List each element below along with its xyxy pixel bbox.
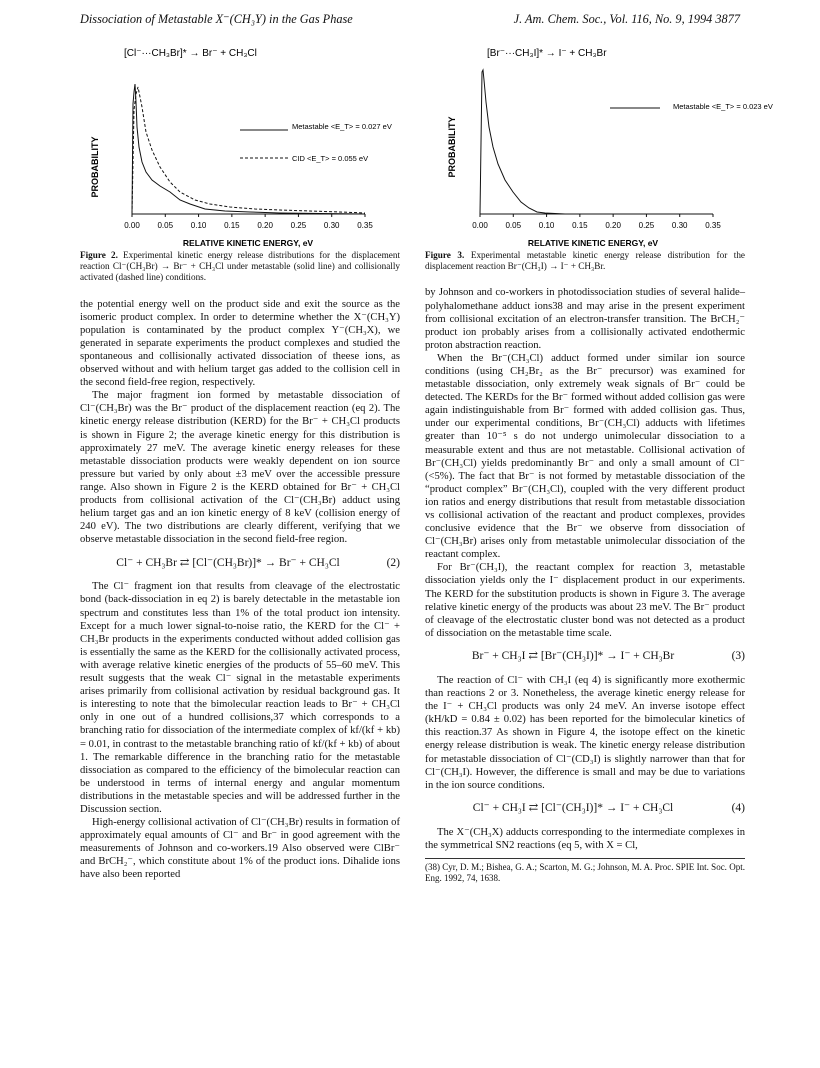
- fig2-tick-label: 0.00: [124, 221, 140, 230]
- fig2-reaction: [Cl⁻···CH₃Br]* → Br⁻ + CH₃Cl: [124, 48, 257, 59]
- fig2-caption: Experimental kinetic energy release distributions for the displacement reaction Cl⁻(CH₃Br) → Br⁻ + CH₃Cl under metastable (solid line) and collisionally activated (dashed line) conditions.: [80, 250, 401, 283]
- fig3-metastable-curve: [480, 70, 713, 214]
- fig2-tick-label: 0.30: [323, 221, 340, 230]
- left-paragraph-1: the potential energy well on the product side and exit the source as the isomeric product complex. In order to determine whether the X⁻(CH₃Y) population is contaminated by the product complex Y⁻(CH₃X), we generated in separate experiments the product complexes and studied the spontaneous and collisionally activated dissociation of theese ions, as observed without and with helium target gas added to the collision cell in the second field-free region, respectively.: [80, 298, 400, 389]
- fig3-tick-label: 0.05: [505, 221, 522, 230]
- equation-4-body: Cl⁻ + CH₃I ⇄ [Cl⁻(CH₃I)]* → I⁻ + CH₃Cl: [472, 802, 674, 815]
- right-paragraph-3: For Br⁻(CH₃I), the reactant complex for reaction 3, metastable dissociation yields only the I⁻ displacement product in our experiments. The KERD for the substitution products is shown in Figure 3. The average relative kinetic energy of the products was about 23 meV. The Br⁻ product of cleavage of the electrostatic cluster bond was not detected as a product of dissociation on the metastable time scale.: [425, 562, 745, 639]
- right-column: [425, 32, 773, 884]
- fig2-tick-label: 0.05: [157, 221, 174, 230]
- equation-3-body: Br⁻ + CH₃I ⇄ [Br⁻(CH₃I)]* → I⁻ + CH₃Br: [471, 650, 675, 663]
- fig2-tick-label: 0.20: [257, 221, 273, 230]
- fig3-tick-label: 0.30: [671, 221, 688, 230]
- equation-3: [425, 640, 745, 674]
- fig2-tick-label: 0.35: [357, 221, 373, 230]
- equation-3-number: (3): [731, 650, 745, 663]
- fig2-ylabel: PROBABILITY: [90, 136, 100, 198]
- fig3-reaction: [Br⁻···CH₃I]* → I⁻ + CH₃Br: [487, 48, 607, 59]
- running-header-journal: J. Am. Chem. Soc., Vol. 116, No. 9, 1994 3877: [513, 12, 740, 26]
- fig2-caption-label: Figure 2.: [80, 250, 118, 260]
- left-paragraph-3: The Cl⁻ fragment ion that results from cleavage of the electrostatic bond (back-dissociation in eq 2) is barely detectable in the metastable ion spectrum and constitutes less than 1% of the total product ion intensity. Except for a much lower signal-to-noise ratio, the KERD for the Cl⁻ + CH₃Br products in the experiments conducted without added collision gas is essentially the same as the KERD for the collisionally activated process, with average relative kinetic energies of the products of 55–60 meV. This result suggests that the weak Cl⁻ signal in the metastable experiments arises primarily from collisional activation by residual background gas. It is interesting to note that the bimolecular reaction leads to Br⁻ + CH₃Cl only in one out of a hundred collisions,37 which corresponds to a branching ratio for dissociation of the intermediate complex of kf/(kf + kb) = 0.01, in contrast to the metastable branching ratio of kf/(kf + kb) of about 1. The remarkable difference in the branching ratio for the metastable dissociation as compared to the efficiency of the bimolecular reaction can be understood in terms of internal energy and angular momentum distributions in the metastable species and will be addressed further in the Discussion section.: [80, 581, 400, 815]
- figure-3: [425, 32, 773, 272]
- fig3-tick-label: 0.20: [605, 221, 621, 230]
- right-paragraph-4: The reaction of Cl⁻ with CH₃I (eq 4) is significantly more exothermic than reactions 2 or 3. Nonetheless, the average kinetic energy release for the I⁻ + CH₃Cl products was only 24 meV. An inverse isotope effect (kH/kD = 0.84 ± 0.02) has been reported for the bimolecular kinetics of this reaction.37 As shown in Figure 4, the isotope effect on the kinetic energy release distribution is weak. The kinetic energy release distribution for metastable dissociation of Cl⁻(CD₃I) is slightly narrower than that for Cl⁻(CH₃I). However, the difference is small and may be due to variations in the ion source conditions.: [425, 674, 745, 791]
- left-column: [80, 32, 400, 882]
- fig2-tick-label: 0.15: [224, 221, 240, 230]
- fig2-tick-label: 0.25: [290, 221, 307, 230]
- figure-2-plot: [80, 32, 400, 250]
- right-paragraph-1: by Johnson and co-workers in photodissociation studies of several halide–polyhalomethane adduct ions38 and may arise in the present experiment from collisional excitation of an electron-transfer transition. The BrCH₂⁻ product ion probably arises from a collisionally activated endothermic proton abstraction reaction.: [425, 287, 745, 351]
- fig3-legend-metastable: Metastable <E_T> = 0.023 eV: [673, 102, 773, 111]
- fig2-metastable-curve: [132, 84, 365, 214]
- fig3-tick-label: 0.10: [538, 221, 555, 230]
- right-paragraph-5: The X⁻(CH₃X) adducts corresponding to the intermediate complexes in the symmetrical SN2 reactions (eq 5, with X = Cl,: [425, 826, 745, 851]
- fig2-legend-cid: CID <E_T> = 0.055 eV: [292, 154, 369, 163]
- figure-2: [80, 32, 400, 284]
- equation-2-number: (2): [386, 556, 400, 569]
- equation-2: [80, 546, 400, 580]
- equation-2-body: Cl⁻ + CH₃Br ⇄ [Cl⁻(CH₃Br)]* → Br⁻ + CH₃Cl: [116, 556, 340, 569]
- right-paragraph-2: When the Br⁻(CH₃Cl) adduct formed under similar ion source conditions (using CH₂Br₂ as the Br⁻ precursor) was examined for metastable dissociation, only extremely weak signals of Br⁻ could be detected. The KERDs for the Br⁻ formed without added collision gas were again indistinguishable from Br⁻ formed with added collision gas. Thus, under our experimental conditions, Br⁻(CH₃Cl) adducts with lifetimes greater than 10⁻⁵ s do not undergo unimolecular dissociation to a measurable extent and thus are not metastable. Collisional activation of Br⁻(CH₃Cl) yields predominantly Br⁻ and only a small amount of Cl⁻ (<5%). The fact that Br⁻ is not formed by metastable dissociation of the “product complex” Br⁻(CH₃Cl), coupled with the very different product ion ratios and energy distributions that result from metastable dissociation vs collisional activation of the reactant and product complexes, provides conclusive evidence that the Br⁻ we observe from dissociation of Cl⁻(CH₃Br) arises only from metastable unimolecular dissociation of the reactant complex.: [425, 352, 745, 561]
- fig2-legend-metastable: Metastable <E_T> = 0.027 eV: [292, 122, 392, 131]
- left-paragraph-2: The major fragment ion formed by metastable dissociation of Cl⁻(CH₃Br) was the Br⁻ product of the displacement reaction (eq 2). The kinetic energy release distribution (KERD) for the Br⁻ + CH₃Cl products is shown in Figure 2; the average kinetic energy for this distribution is approximately 27 meV. The average kinetic energy releases for these metastable dissociation products were weakly dependent on ion source pressure but varied by only about ±3 meV over the accessible pressure range. Also shown in Figure 2 is the KERD obtained for Br⁻ + CH₃Cl products from collisional activation of the Cl⁻(CH₃Br) adduct using helium target gas and an ion kinetic energy of 8 keV (collision energy of 240 eV). The two distributions are clearly different, verifying that we observe metastable dissociation in the second field-free region.: [80, 390, 400, 546]
- fig3-xlabel: RELATIVE KINETIC ENERGY, eV: [527, 238, 659, 248]
- figure-3-plot: [425, 32, 773, 250]
- fig3-tick-label: 0.25: [638, 221, 655, 230]
- fig3-ylabel: PROBABILITY: [447, 116, 457, 178]
- fig3-caption: Experimental metastable kinetic energy release distribution for the displacement reaction Br⁻(CH₃I) → I⁻ + CH₃Br.: [425, 250, 746, 272]
- fig3-tick-label: 0.00: [472, 221, 488, 230]
- equation-4-number: (4): [731, 802, 745, 815]
- fig2-cid-curve: [132, 87, 365, 214]
- equation-4: [425, 792, 745, 826]
- fig3-caption-label: Figure 3.: [425, 250, 465, 260]
- fig3-tick-label: 0.35: [705, 221, 721, 230]
- left-paragraph-4: High-energy collisional activation of Cl⁻(CH₃Br) results in formation of approximately equal amounts of Cl⁻ and Br⁻ in good agreement with the measurements of Johnson and co-workers.19 Also observed were ClBr⁻ and BrCH₂⁻, which constitute about 1% of the product ions. Dihalide ions have also been reported: [80, 817, 400, 881]
- running-header-title: Dissociation of Metastable X⁻(CH₃Y) in the Gas Phase: [80, 12, 353, 26]
- footnote-38: (38) Cyr, D. M.; Bishea, G. A.; Scarton, M. G.; Johnson, M. A. Proc. SPIE Int. Soc. Opt. Eng. 1992, 74, 1638.: [425, 858, 745, 884]
- fig2-xlabel: RELATIVE KINETIC ENERGY, eV: [182, 238, 314, 248]
- fig3-tick-label: 0.15: [572, 221, 588, 230]
- fig2-tick-label: 0.10: [190, 221, 207, 230]
